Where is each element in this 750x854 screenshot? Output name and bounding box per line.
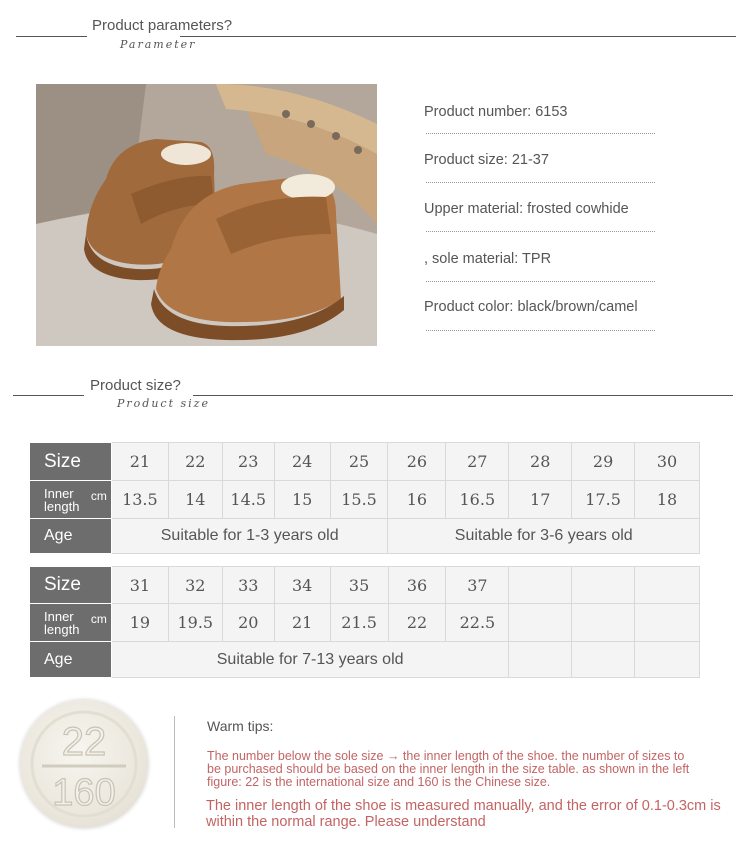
size-table-1 [29,442,700,554]
size-cell: 28 [509,443,572,481]
table-row-age [30,642,700,678]
length-cell: 14.5 [222,481,274,519]
size-cell: 21 [111,443,168,481]
param-divider [426,330,655,331]
product-photo [36,84,377,346]
param-product-number: Product number: 6153 [424,104,568,120]
boot-illustration [36,84,377,346]
unit-label: cm [90,488,107,503]
section-subtitle-size: Product size [117,397,210,410]
size-cell: 22 [168,443,222,481]
param-divider [426,133,655,134]
param-divider [426,182,655,183]
tips-divider [174,716,175,828]
length-cell: 22 [388,604,446,642]
length-cell [509,604,572,642]
warm-tip-measure-note: The inner length of the shoe is measured manually, and the error of 0.1-0.3cm is within the normal range. Please understand [206,798,721,830]
warm-tip-size-note: The number below the sole size → the inner length of the shoe. the number of sizes to be purchased should be based on the inner length in the size table. as shown in the left figure: 22 is the international size and 160 is the Chinese size. [207,749,690,789]
size-cell: 25 [330,443,388,481]
stamp-graphic [20,700,148,828]
param-product-size: Product size: 21-37 [424,152,549,168]
size-cell: 31 [111,567,168,604]
empty-cell [572,642,635,678]
param-product-color: Product color: black/brown/camel [424,299,638,315]
length-cell: 19.5 [168,604,222,642]
section-rule-left [16,36,87,37]
empty-cell [635,642,700,678]
table-row-age [30,519,700,554]
table-row-size [30,567,700,604]
section-rule-right [180,36,736,37]
inner-length-label: Inner length [44,608,80,637]
size-cell: 27 [446,443,509,481]
sole-size-stamp [20,700,148,828]
size-cell: 24 [274,443,330,481]
size-cell: 34 [274,567,330,604]
size-cell: 30 [635,443,700,481]
param-sole-material: , sole material: TPR [424,251,552,267]
size-cell: 29 [572,443,635,481]
inner-length-label: Inner length [44,485,80,514]
length-cell: 17 [509,481,572,519]
length-cell: 15 [274,481,330,519]
size-cell: 37 [446,567,509,604]
section-subtitle-parameter: Parameter [120,38,197,51]
length-cell: 21.5 [330,604,388,642]
warm-tips-title: Warm tips: [207,718,274,734]
param-upper-material: Upper material: frosted cowhide [424,201,629,217]
size-cell [509,567,572,604]
section-title-parameters: Product parameters? [92,17,233,34]
length-cell [572,604,635,642]
size-cell: 32 [168,567,222,604]
age-range-cell: Suitable for 3-6 years old [388,519,700,554]
unit-label: cm [90,611,107,626]
length-cell: 20 [222,604,274,642]
size-header: Size [30,443,112,481]
size-cell: 36 [388,567,446,604]
size-cell: 35 [330,567,388,604]
inner-length-header [30,481,112,519]
length-cell [635,604,700,642]
param-divider [426,231,655,232]
table-row-size [30,443,700,481]
empty-cell [509,642,572,678]
table-row-inner-length [30,604,700,642]
size-cell: 26 [388,443,446,481]
size-cell: 33 [222,567,274,604]
age-range-cell: Suitable for 1-3 years old [111,519,388,554]
age-range-cell: Suitable for 7-13 years old [111,642,508,678]
param-divider [426,281,655,282]
length-cell: 22.5 [446,604,509,642]
stamp-intl-size: 22 [61,720,107,764]
length-cell: 17.5 [572,481,635,519]
section-rule-left [13,395,84,396]
length-cell: 16 [388,481,446,519]
stamp-chinese-size: 160 [52,772,116,814]
length-cell: 21 [274,604,330,642]
size-cell [572,567,635,604]
section-title-size: Product size? [90,377,181,394]
length-cell: 13.5 [111,481,168,519]
length-cell: 15.5 [330,481,388,519]
length-cell: 14 [168,481,222,519]
length-cell: 19 [111,604,168,642]
size-cell: 23 [222,443,274,481]
length-cell: 18 [635,481,700,519]
age-header: Age [30,519,112,554]
size-cell [635,567,700,604]
age-header: Age [30,642,112,678]
section-rule-right [193,395,733,396]
inner-length-header [30,604,112,642]
size-header: Size [30,567,112,604]
size-table-2 [29,566,700,678]
length-cell: 16.5 [446,481,509,519]
table-row-inner-length [30,481,700,519]
